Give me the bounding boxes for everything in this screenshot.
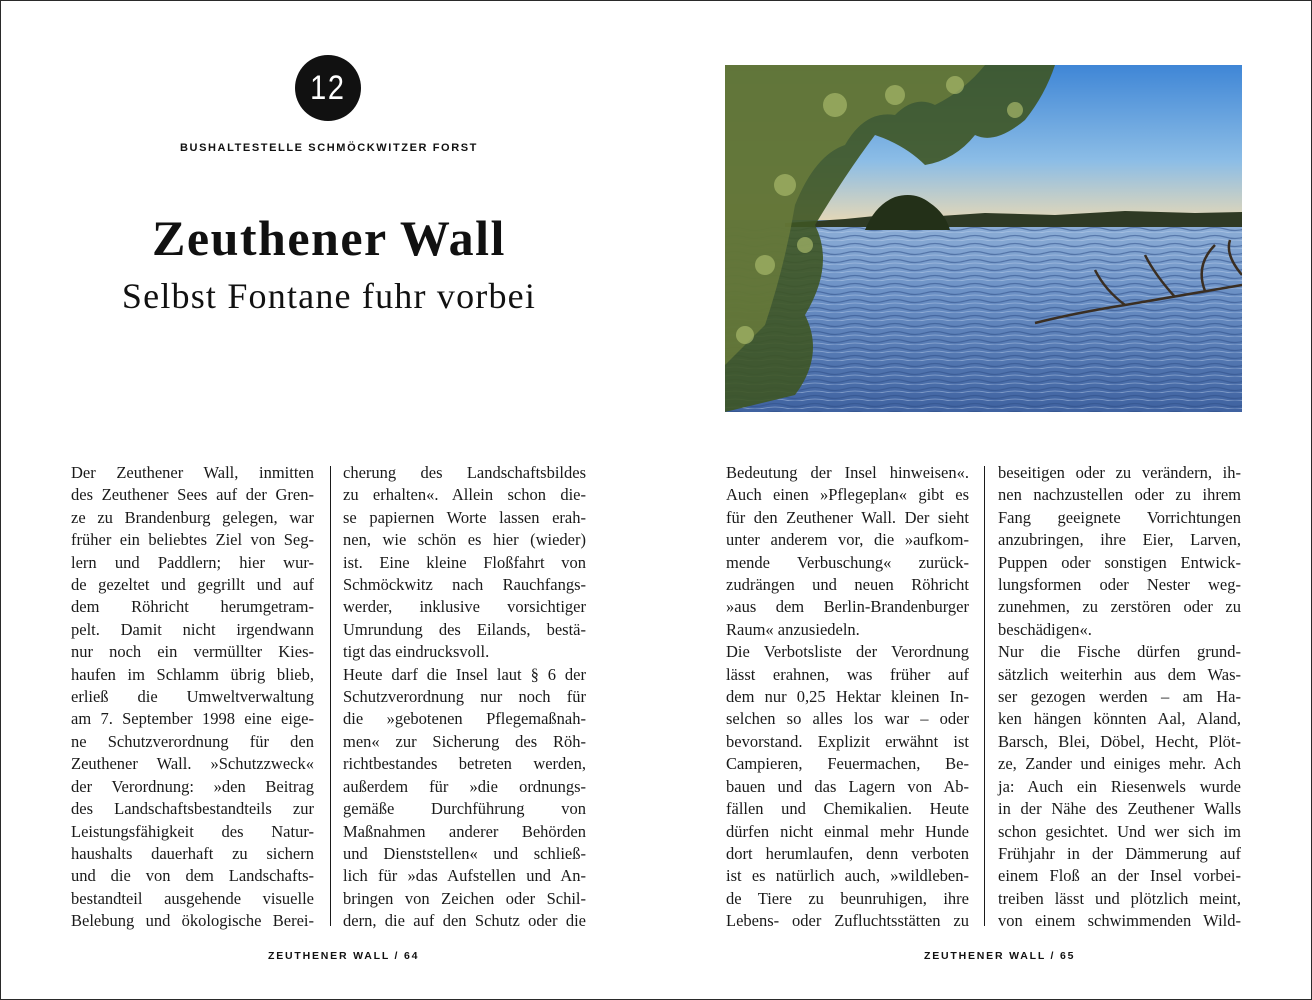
text-line: Umrundung des Eilands, bestä- (343, 619, 586, 639)
footer-page-number: 64 (404, 950, 420, 962)
text-line: Fang geeignete Vorrichtungen (998, 507, 1241, 527)
footer-section: ZEUTHENER WALL (268, 950, 390, 962)
text-line: Die Verbotsliste der Verordnung (726, 642, 969, 662)
text-column-2 (343, 462, 586, 933)
text-line: fällen und Chemikalien. Heute (726, 799, 969, 819)
text-line: Campieren, Feuermachen, Be- (726, 754, 969, 774)
text-line: Maßnahmen anderer Behörden (343, 821, 586, 841)
text-line: von einem schwimmenden Wild- (998, 911, 1241, 931)
text-line: Nur die Fische dürfen grund- (998, 642, 1241, 662)
text-line: werder, inklusive vorsichtiger (343, 597, 586, 617)
footer-page-number: 65 (1060, 950, 1076, 962)
text-line: nen nachzustellen oder zu ihrem (998, 485, 1241, 505)
text-line: Der Zeuthener Wall, inmitten (71, 463, 314, 482)
text-line: dem Röhricht herumgetram- (71, 597, 314, 617)
chapter-subtitle: Selbst Fontane fuhr vorbei (121, 276, 537, 316)
text-line: lungsformen oder Nester weg- (998, 575, 1241, 595)
lake-photo (725, 65, 1242, 412)
column-divider (330, 466, 331, 926)
text-line: und die von dem Landschafts- (71, 866, 314, 886)
text-line: und Dienststellen« und schließ- (343, 843, 586, 863)
text-line: des Landschaftsbestandteils zur (71, 799, 314, 819)
text-line: haushalts dauerhaft zu sichern (71, 843, 314, 863)
text-line: mende Verbuschung« zurück- (726, 552, 969, 572)
text-line: Lebens- oder Zufluchtsstätten zu (726, 911, 969, 931)
text-line: ist. Eine kleine Floßfahrt von (343, 552, 586, 572)
location-label: BUSHALTESTELLE SCHMÖCKWITZER FORST (179, 142, 479, 154)
chapter-title: Zeuthener Wall (152, 210, 506, 266)
text-line: früher ein beliebtes Ziel von Seg- (71, 530, 314, 550)
text-line: de Tiere zu beunruhigen, ihre (726, 888, 969, 908)
text-line: der Verordnung: »den Beitrag (71, 776, 314, 796)
text-line: Schutzverordnung nur noch für (343, 687, 586, 707)
text-line: Raum« anzusiedeln. (726, 619, 860, 639)
text-line: ze, Zander und einiges mehr. Ach (998, 754, 1241, 774)
text-line: Puppen oder sonstigen Entwick- (998, 552, 1241, 572)
text-line: ze zu Brandenburg gelegen, war (71, 507, 314, 527)
text-line: Auch einen »Pflegeplan« gibt es (726, 485, 969, 505)
text-line: außerdem für »die ordnungs- (343, 776, 586, 796)
text-line: lern und Paddlern; hier wur- (71, 552, 314, 572)
text-line: selchen so alles los war – oder (726, 709, 969, 729)
text-line: in der Nähe des Zeuthener Walls (998, 799, 1241, 819)
text-line: cherung des Landschaftsbildes (343, 463, 586, 482)
text-line: bestandteil ausgehende visuelle (71, 888, 314, 908)
text-line: Frühjahr in der Dämmerung auf (998, 843, 1241, 863)
text-column-3 (726, 462, 969, 933)
text-line: Bedeutung der Insel hinweisen«. (726, 463, 969, 482)
text-line: erließ die Umweltverwaltung (71, 687, 314, 707)
text-line: ja: Auch ein Riesenwels wurde (998, 776, 1241, 796)
text-line: bevorstand. Explizit erwähnt ist (726, 731, 969, 751)
text-line: beseitigen oder zu verändern, ih- (998, 463, 1241, 482)
text-line: Belebung und ökologische Berei- (71, 911, 314, 931)
text-line: lässt erahnen, was früher auf (726, 664, 969, 684)
text-line: Heute darf die Insel laut § 6 der (343, 664, 586, 684)
text-line: schon gesichtet. Und wer sich im (998, 821, 1241, 841)
text-line: Schmöckwitz nach Rauchfangs- (343, 575, 586, 595)
text-line: zudrängen und neuen Röhricht (726, 575, 969, 595)
text-line: Leistungsfähigkeit des Natur- (71, 821, 314, 841)
text-line: treiben lässt und plötzlich meint, (998, 888, 1241, 908)
text-line: bauen und das Lagern von Ab- (726, 776, 969, 796)
text-line: men« zur Sicherung des Röh- (343, 731, 586, 751)
chapter-number-badge: 12 (295, 55, 361, 121)
footer-left: ZEUTHENER WALL / 64 (268, 950, 420, 962)
column-divider (984, 466, 985, 926)
text-line: richtbestandes betreten werden, (343, 754, 586, 774)
text-line: ser gezogen werden – am Ha- (998, 687, 1241, 707)
text-line: bringen von Zeichen oder Schil- (343, 888, 586, 908)
text-line: dern, die auf den Schutz oder die (343, 911, 586, 931)
text-line: am 7. September 1998 eine eige- (71, 709, 314, 729)
text-line: einem Floß an der Insel vorbei- (998, 866, 1241, 886)
text-line: Zeuthener Wall. »Schutzzweck« (71, 754, 314, 774)
text-line: gemäße Durchführung von (343, 799, 586, 819)
text-line: Barsch, Blei, Döbel, Hecht, Plöt- (998, 731, 1241, 751)
text-line: tigt das eindrucksvoll. (343, 642, 490, 662)
text-line: haufen im Schlamm übrig blieb, (71, 664, 314, 684)
footer-section: ZEUTHENER WALL (924, 950, 1046, 962)
text-line: lich für »das Aufstellen und An- (343, 866, 586, 886)
text-line: nur noch ein vermüllter Kies- (71, 642, 314, 662)
text-line: unter anderem vor, die »aufkom- (726, 530, 969, 550)
text-line: pelt. Damit nicht irgendwann (71, 619, 314, 639)
text-line: des Zeuthener Sees auf der Gren- (71, 485, 314, 505)
text-line: dem nur 0,25 Hektar kleinen In- (726, 687, 969, 707)
text-line: se papiernen Worte lassen erah- (343, 507, 586, 527)
text-line: nen, wie schön es hier (wieder) (343, 530, 586, 550)
text-line: beschädigen«. (998, 619, 1092, 639)
text-column-1 (71, 462, 314, 933)
text-column-4 (998, 462, 1241, 933)
text-line: ist es natürlich auch, »wildleben- (726, 866, 969, 886)
text-line: für den Zeuthener Wall. Der sieht (726, 507, 969, 527)
text-line: dürfen nicht einmal mehr Hunde (726, 821, 969, 841)
text-line: »aus dem Berlin-Brandenburger (726, 597, 969, 617)
text-line: dort herumlaufen, denn verboten (726, 843, 969, 863)
text-line: sätzlich weiterhin aus dem Was- (998, 664, 1241, 684)
text-line: die »gebotenen Pflegemaßnah- (343, 709, 586, 729)
text-line: zunehmen, zu zerstören oder zu (998, 597, 1241, 617)
text-line: ken hängen könnten Aal, Aland, (998, 709, 1241, 729)
text-line: zu erhalten«. Allein schon die- (343, 485, 586, 505)
footer-right: ZEUTHENER WALL / 65 (924, 950, 1076, 962)
text-line: ne Schutzverordnung für den (71, 731, 314, 751)
text-line: anzubringen, ihre Eier, Larven, (998, 530, 1241, 550)
text-line: de gezeltet und gegrillt und auf (71, 575, 314, 595)
